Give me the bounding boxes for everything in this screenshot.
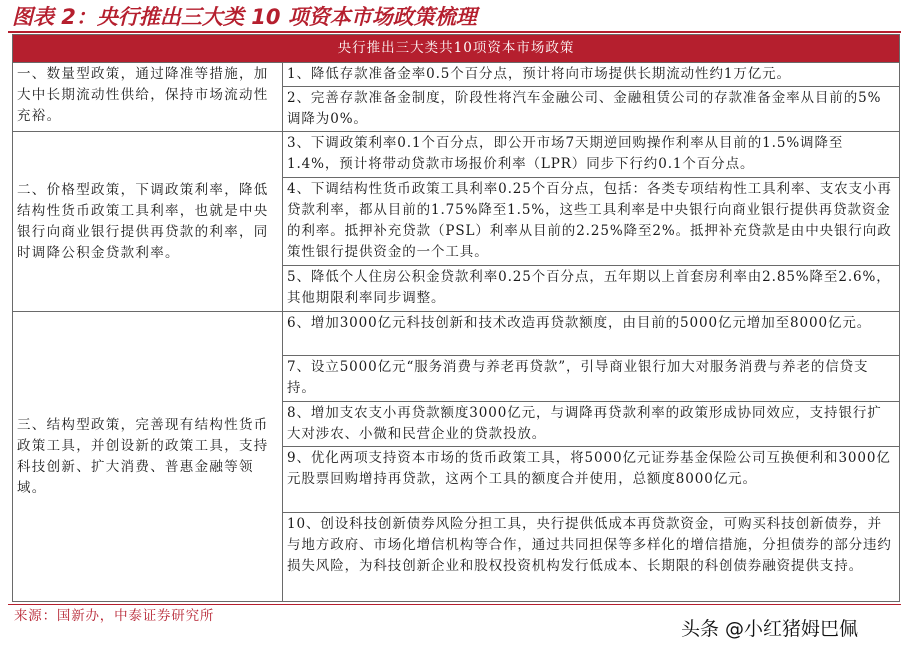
source-divider (8, 604, 901, 605)
title-divider (8, 31, 901, 33)
figure-title: 图表 2：央行推出三大类 10 项资本市场政策梳理 (12, 5, 477, 29)
category-price-policy: 二、价格型政策，下调政策利率，降低结构性货币政策工具利率，也就是中央银行向商业银行提供再贷款的利率，同时调降公积金贷款利率。 (13, 132, 283, 312)
policy-item-6: 6、增加3000亿元科技创新和技术改造再贷款额度，由目前的5000亿元增加至8000亿元。 (283, 311, 900, 355)
policy-item-2: 2、完善存款准备金制度，阶段性将汽车金融公司、金融租赁公司的存款准备金率从目前的5%调降为0%。 (283, 86, 900, 131)
category-quantity-policy: 一、数量型政策，通过降准等措施，加大中长期流动性供给，保持市场流动性充裕。 (13, 62, 283, 131)
policy-item-8: 8、增加支农支小再贷款额度3000亿元，与调降再贷款利率的政策形成协同效应，支持银行扩大对涉农、小微和民营企业的贷款投放。 (283, 401, 900, 446)
policy-item-5: 5、降低个人住房公积金贷款利率0.25个百分点，五年期以上首套房利率由2.85%降至2.6%，其他期限利率同步调整。 (283, 266, 900, 311)
policy-item-1: 1、降低存款准备金率0.5个百分点，预计将向市场提供长期流动性约1万亿元。 (283, 62, 900, 86)
table-header: 央行推出三大类共10项资本市场政策 (13, 35, 900, 63)
watermark: 头条 @小红猪姆巴佩 (681, 618, 859, 640)
policy-item-9: 9、优化两项支持资本市场的货币政策工具，将5000亿元证券基金保险公司互换便利和3000亿元股票回购增持再贷款，这两个工具的额度合并使用，总额度8000亿元。 (283, 447, 900, 513)
category-structural-policy: 三、结构型政策，完善现有结构性货币政策工具，并创设新的政策工具，支持科技创新、扩大消费、普惠金融等领域。 (13, 311, 283, 601)
policy-item-10: 10、创设科技创新债券风险分担工具，央行提供低成本再贷款资金，可购买科技创新债券，并与地方政府、市场化增信机构等合作，通过共同担保等多样化的增信措施，分担债券的部分违约损失风险，为科技创新企业和股权投资机构发行低成本、长期限的科创债券融资提供支持。 (283, 513, 900, 602)
policy-item-3: 3、下调政策利率0.1个百分点，即公开市场7天期逆回购操作利率从目前的1.5%调降至1.4%，预计将带动贷款市场报价利率（LPR）同步下行约0.1个百分点。 (283, 132, 900, 177)
policy-item-7: 7、设立5000亿元“服务消费与养老再贷款”，引导商业银行加大对服务消费与养老的信贷支持。 (283, 356, 900, 401)
policy-item-4: 4、下调结构性货币政策工具利率0.25个百分点，包括：各类专项结构性工具利率、支农支小再贷款利率，都从目前的1.75%降至1.5%，这些工具利率是中央银行向商业银行提供再贷款资金的利率。抵押补充贷款（PSL）利率从目前的2.25%降至2%。抵押补充贷款是由中央银行向政策性银行提供资金的一个工具。 (283, 177, 900, 266)
source-note: 来源：国新办，中泰证券研究所 (14, 608, 215, 624)
policy-table (12, 34, 900, 602)
